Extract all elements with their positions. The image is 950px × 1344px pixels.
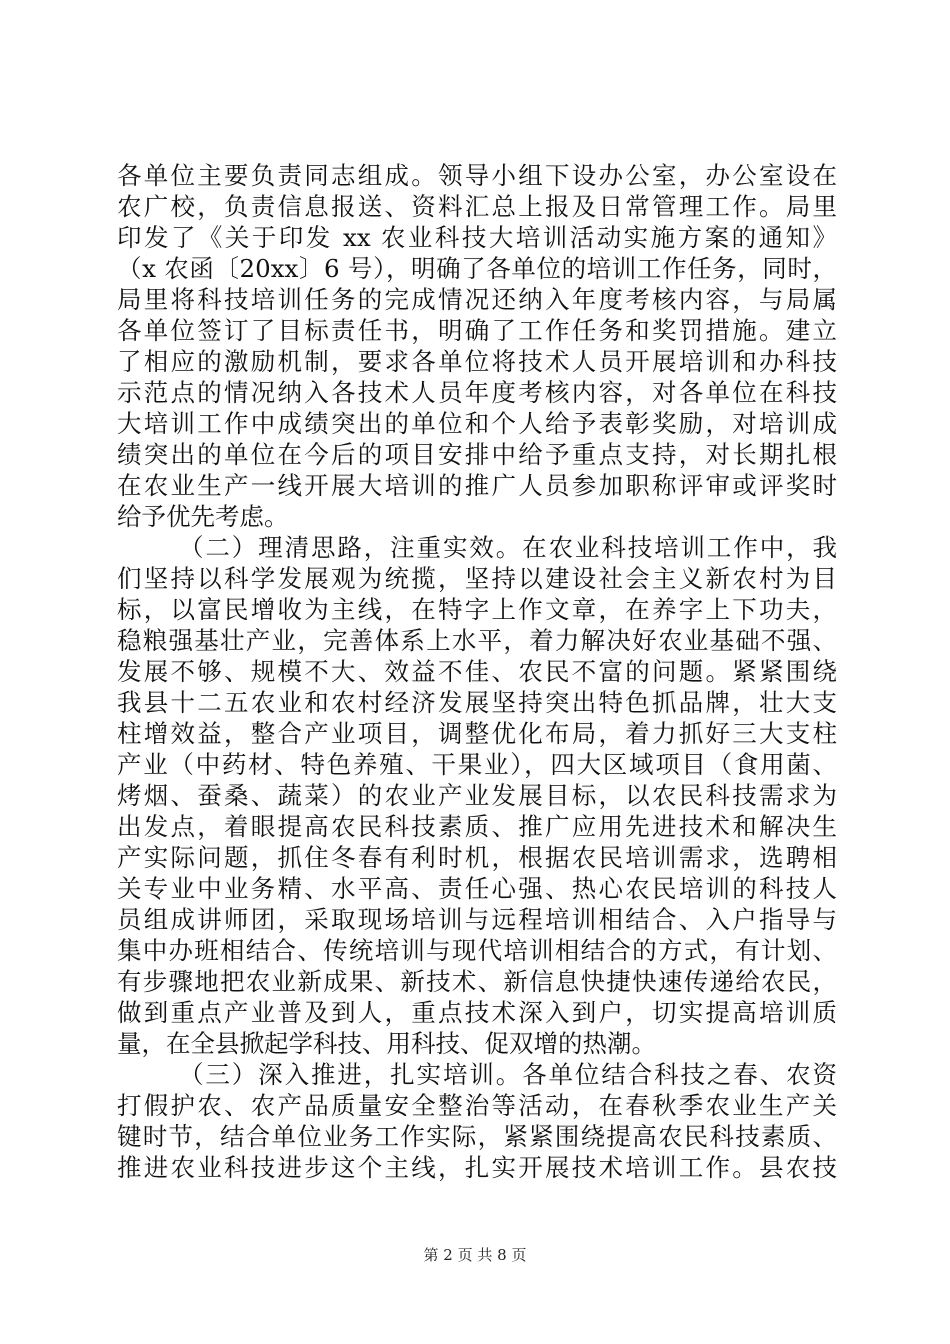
text-line: 集中办班相结合、传统培训与现代培训相结合的方式，有计划、 xyxy=(117,936,837,965)
text-line: 各单位主要负责同志组成。领导小组下设办公室，办公室设在 xyxy=(117,161,837,190)
body-text xyxy=(117,160,837,1183)
text-line: 量，在全县掀起学科技、用科技、促双增的热潮。 xyxy=(117,1029,656,1058)
text-line: （二）理清思路，注重实效。在农业科技培训工作中，我 xyxy=(179,533,837,562)
text-line: 大培训工作中成绩突出的单位和个人给予表彰奖励，对培训成 xyxy=(117,409,837,438)
text-line: 给予优先考虑。 xyxy=(117,502,289,531)
text-line: 标，以富民增收为主线，在特字上作文章，在养字上下功夫， xyxy=(117,595,837,624)
text-line: 柱增效益，整合产业项目，调整优化布局，着力抓好三大支柱 xyxy=(117,719,837,748)
text-line: 我县十二五农业和农村经济发展坚持突出特色抓品牌，壮大支 xyxy=(117,688,837,717)
text-line: 各单位签订了目标责任书，明确了工作任务和奖罚措施。建立 xyxy=(117,316,837,345)
text-line: 推进农业科技进步这个主线，扎实开展技术培训工作。县农技 xyxy=(117,1153,837,1182)
page-footer: 第 2 页 共 8 页 xyxy=(423,1246,527,1264)
text-line: 产业（中药材、特色养殖、干果业），四大区域项目（食用菌、 xyxy=(117,750,837,779)
text-line: 出发点，着眼提高农民科技素质、推广应用先进技术和解决生 xyxy=(117,812,837,841)
text-line: 有步骤地把农业新成果、新技术、新信息快捷快速传递给农民， xyxy=(117,967,837,996)
text-line: 关专业中业务精、水平高、责任心强、热心农民培训的科技人 xyxy=(117,874,837,903)
text-line: 烤烟、蚕桑、蔬菜）的农业产业发展目标，以农民科技需求为 xyxy=(117,781,837,810)
text-line: 产实际问题，抓住冬春有利时机，根据农民培训需求，选聘相 xyxy=(117,843,837,872)
text-line: 员组成讲师团，采取现场培训与远程培训相结合、入户指导与 xyxy=(117,905,837,934)
text-line: 做到重点产业普及到人，重点技术深入到户，切实提高培训质 xyxy=(117,998,837,1027)
text-line: 示范点的情况纳入各技术人员年度考核内容，对各单位在科技 xyxy=(117,378,837,407)
text-line: 了相应的激励机制，要求各单位将技术人员开展培训和办科技 xyxy=(117,347,837,376)
text-line: 局里将科技培训任务的完成情况还纳入年度考核内容，与局属 xyxy=(117,285,837,314)
text-line: 绩突出的单位在今后的项目安排中给予重点支持，对长期扎根 xyxy=(117,440,837,469)
text-line: 在农业生产一线开展大培训的推广人员参加职称评审或评奖时 xyxy=(117,471,837,500)
text-line: （三）深入推进，扎实培训。各单位结合科技之春、农资 xyxy=(179,1060,837,1089)
text-line: 发展不够、规模不大、效益不佳、农民不富的问题。紧紧围绕 xyxy=(117,657,837,686)
text-line: 打假护农、农产品质量安全整治等活动，在春秋季农业生产关 xyxy=(117,1091,837,1120)
text-line: 农广校，负责信息报送、资料汇总上报及日常管理工作。局里 xyxy=(117,192,837,221)
text-line: 键时节，结合单位业务工作实际，紧紧围绕提高农民科技素质、 xyxy=(117,1122,837,1151)
text-line: 们坚持以科学发展观为统揽，坚持以建设社会主义新农村为目 xyxy=(117,564,837,593)
text-line: （x 农函〔20xx〕6 号），明确了各单位的培训工作任务，同时， xyxy=(117,254,837,283)
text-line: 稳粮强基壮产业，完善体系上水平，着力解决好农业基础不强、 xyxy=(117,626,837,655)
text-line: 印发了《关于印发 xx 农业科技大培训活动实施方案的通知》 xyxy=(117,223,837,252)
